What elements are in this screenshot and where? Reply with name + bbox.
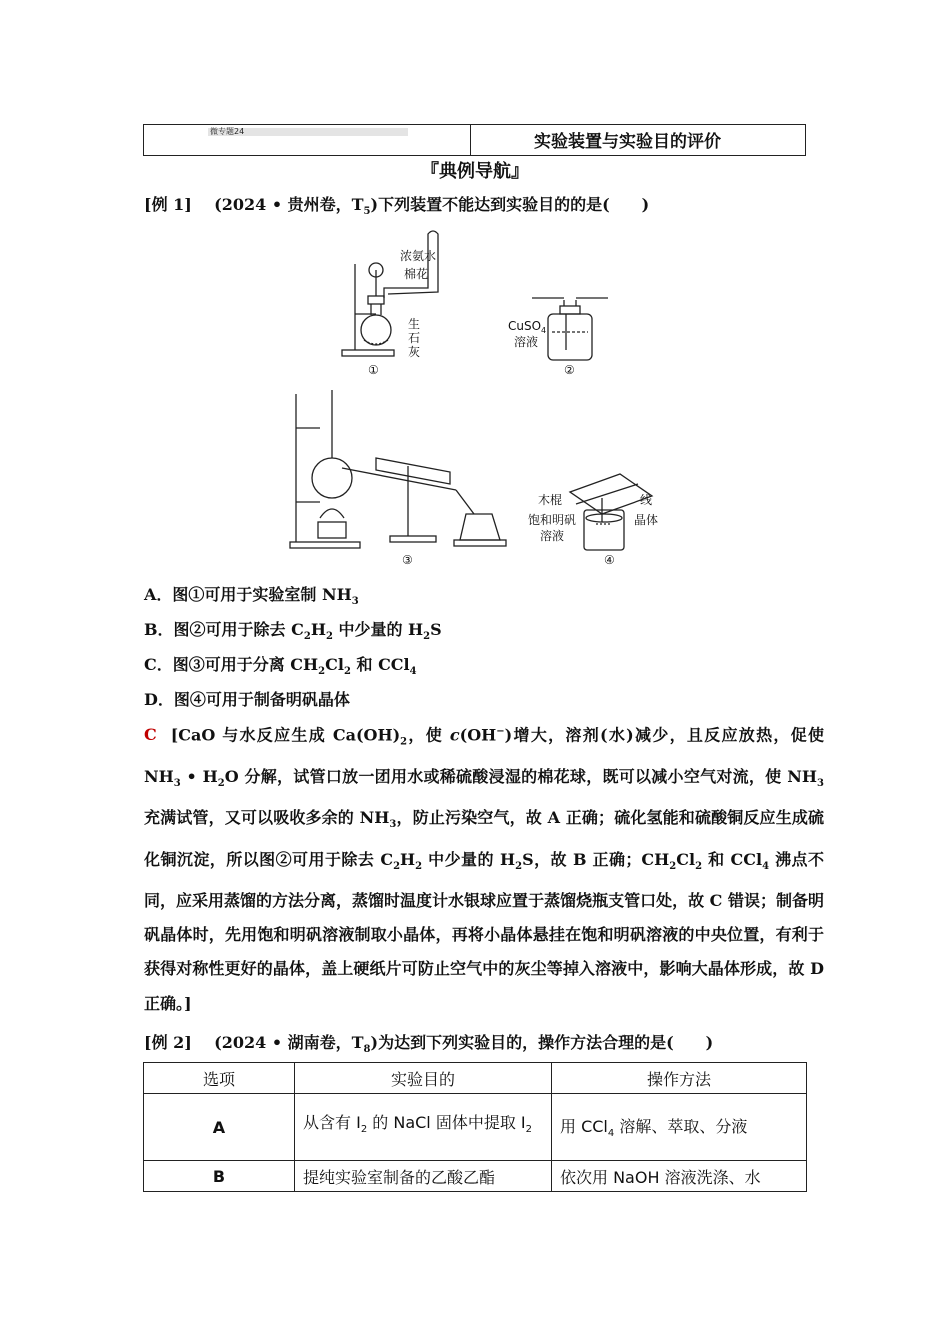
label-saturated: 饱和明矾 [528, 513, 577, 527]
table-row [144, 1094, 807, 1161]
apparatus-4 [570, 474, 652, 550]
label-ammonia: 浓氨水 [400, 249, 437, 263]
label-quicklime-3: 灰 [408, 345, 421, 359]
label-stick: 木棍 [538, 493, 563, 507]
option-b: B．图②可用于除去 $C_2H_2$ 中少量的 $H_2S$ [144, 620, 442, 643]
col-method: 操作方法 [552, 1063, 807, 1094]
label-sol2: 溶液 [540, 529, 565, 543]
label-fig3: ③ [402, 553, 413, 567]
example1-heading [144, 192, 649, 217]
option-a: A．图①可用于实验室制 $NH_3$ [144, 585, 359, 608]
label-cotton: 棉花 [404, 267, 429, 281]
option-c: C．图③可用于分离 $CH_2Cl_2$ 和 CCl$_4$ [144, 655, 417, 678]
example2-heading [144, 1030, 713, 1055]
example2-label: [例 2] [144, 1033, 192, 1052]
row-b-option: B [144, 1161, 295, 1192]
topic-tag: 微专题24 [208, 128, 408, 136]
label-crystal: 晶体 [634, 513, 659, 527]
topic-header [143, 124, 806, 156]
row-a-purpose: 从含有 $I_2$ 的 NaCl 固体中提取 $I_2$ [295, 1094, 552, 1161]
label-fig4: ④ [604, 553, 615, 567]
example1-source: (2024 • 贵州卷，$T_5$)下列装置不能达到实验目的的是( ) [214, 195, 650, 218]
label-fig2: ② [564, 363, 575, 377]
row-a-method: 用 CCl$_4$ 溶解、萃取、分液 [552, 1094, 807, 1161]
example1-label: [例 1] [144, 195, 192, 214]
row-a-option: A [144, 1094, 295, 1161]
col-option: 选项 [144, 1063, 295, 1094]
label-fig1: ① [368, 363, 379, 377]
label-thread: 线 [640, 493, 653, 507]
option-d: D．图④可用于制备明矾晶体 [144, 690, 350, 709]
apparatus-3 [290, 390, 506, 548]
row-b-purpose: 提纯实验室制备的乙酸乙酯 [295, 1161, 552, 1192]
label-solution: 溶液 [514, 335, 539, 349]
apparatus-figure [280, 222, 680, 574]
table-row [144, 1161, 807, 1192]
label-quicklime-1: 生 [408, 317, 421, 331]
example2-source: (2024 • 湖南卷，$T_8$)为达到下列实验目的，操作方法合理的是( ) [214, 1033, 714, 1056]
label-quicklime-2: 石 [408, 331, 421, 345]
table-header-row [144, 1063, 807, 1094]
example2-table [143, 1062, 807, 1192]
section-title: 『典例导航』 [421, 161, 529, 182]
row-b-method: 依次用 NaOH 溶液洗涤、水 [552, 1161, 807, 1192]
header-divider [470, 125, 471, 155]
label-cuso4: CuSO$_4$ [508, 319, 547, 335]
col-purpose: 实验目的 [295, 1063, 552, 1094]
answer-letter: C [144, 725, 157, 745]
example1-explanation: C [CaO 与水反应生成 $Ca(OH)_2$，使 c(OH−)增大，溶剂(水)减少，且反应放热，促使 $NH_3$ • $H_2O$ 分解，试管口放一团用水或稀硫酸浸湿的棉花球，既可以减小空气对流，使 $NH_3$ 充满试管，又可以吸收多余的 $NH_3$，防止污染空气，故 A 正确；硫化氢能和硫酸铜反应生成硫化铜沉淀，所以图②可用于除去 $C_2H_2$ 中少量的 $H_2S$，故 B 正确；$CH_2Cl_2$ 和 CCl$_4$ 沸点不同，应采用蒸馏的方法分离，蒸馏时温度计水银球应置于蒸馏烧瓶支管口处，故 C 错误；制备明矾晶体时，先用饱和明矾溶液制取小晶体，再将小晶体悬挂在饱和明矾溶液的中央位置，有利于获得对称性更好的晶体，盖上硬纸片可防止空气中的灰尘等掉入溶液中，影响大晶体形成，故 D 正确。] [144, 725, 824, 1013]
topic-title: 实验装置与实验目的评价 [534, 132, 721, 152]
